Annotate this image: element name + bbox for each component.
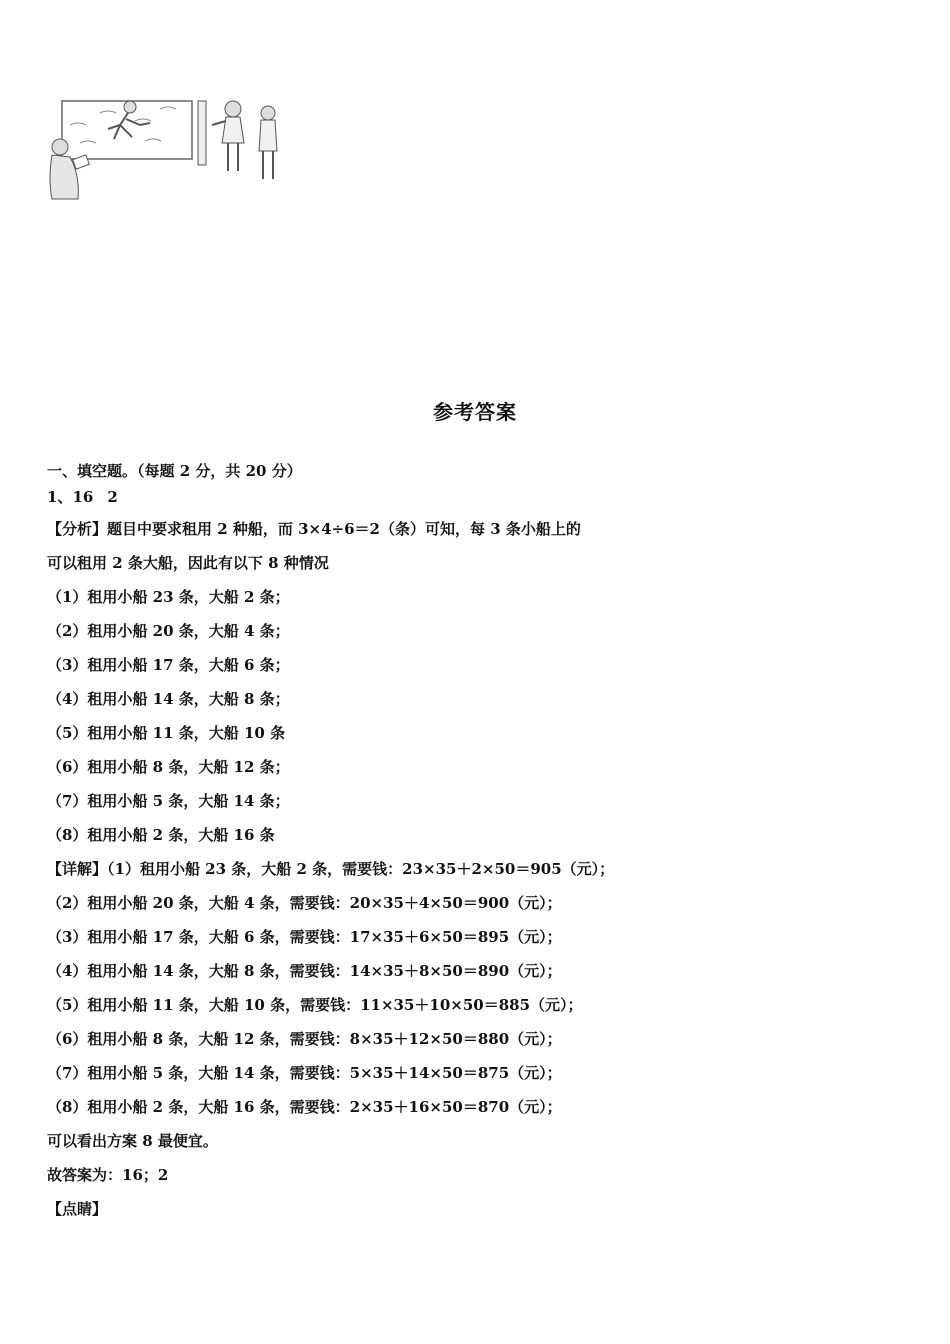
- long-jump-illustration: [40, 95, 290, 205]
- solution-line: 可以看出方案 8 最便宜。: [47, 1132, 218, 1150]
- section-heading: 一、填空题。（每题 2 分，共 20 分）: [47, 462, 302, 480]
- page-title: 参考答案: [433, 400, 517, 424]
- solution-line: （7）租用小船 5 条，大船 14 条，需要钱：5×35＋14×50＝875（元）；: [47, 1064, 562, 1082]
- solution-line: 可以租用 2 条大船，因此有以下 8 种情况: [47, 554, 329, 572]
- question-number: 1、: [47, 488, 73, 506]
- solution-line: （4）租用小船 14 条，大船 8 条；: [47, 690, 290, 708]
- solution-line: 故答案为：16；2: [47, 1166, 169, 1184]
- solution-line: （3）租用小船 17 条，大船 6 条；: [47, 656, 290, 674]
- solution-line: 【分析】题目中要求租用 2 种船，而 3×4÷6＝2（条）可知，每 3 条小船上的: [47, 520, 581, 538]
- solution-line: （1）租用小船 23 条，大船 2 条；: [47, 588, 290, 606]
- solution-line: （5）租用小船 11 条，大船 10 条: [47, 724, 286, 742]
- solution-line: （8）租用小船 2 条，大船 16 条，需要钱：2×35＋16×50＝870（元）；: [47, 1098, 562, 1116]
- solution-line: （2）租用小船 20 条，大船 4 条；: [47, 622, 290, 640]
- solution-line: （8）租用小船 2 条，大船 16 条: [47, 826, 275, 844]
- solution-line: 【详解】（1）租用小船 23 条，大船 2 条，需要钱：23×35＋2×50＝905（元）；: [47, 860, 615, 878]
- answer-blank-2: 2: [107, 488, 118, 506]
- solution-line: （4）租用小船 14 条，大船 8 条，需要钱：14×35＋8×50＝890（元）；: [47, 962, 562, 980]
- answer-line: [47, 486, 132, 507]
- answer-blank-1: 16: [72, 488, 94, 506]
- solution-line: （3）租用小船 17 条，大船 6 条，需要钱：17×35＋6×50＝895（元）；: [47, 928, 562, 946]
- solution-line: （5）租用小船 11 条，大船 10 条，需要钱：11×35＋10×50＝885（元）；: [47, 996, 583, 1014]
- solution-line: （6）租用小船 8 条，大船 12 条，需要钱：8×35＋12×50＝880（元）；: [47, 1030, 562, 1048]
- solution-body: [47, 517, 907, 1231]
- solution-line: （2）租用小船 20 条，大船 4 条，需要钱：20×35＋4×50＝900（元）；: [47, 894, 562, 912]
- solution-line: （7）租用小船 5 条，大船 14 条；: [47, 792, 290, 810]
- solution-line: 【点睛】: [47, 1200, 108, 1218]
- solution-line: （6）租用小船 8 条，大船 12 条；: [47, 758, 290, 776]
